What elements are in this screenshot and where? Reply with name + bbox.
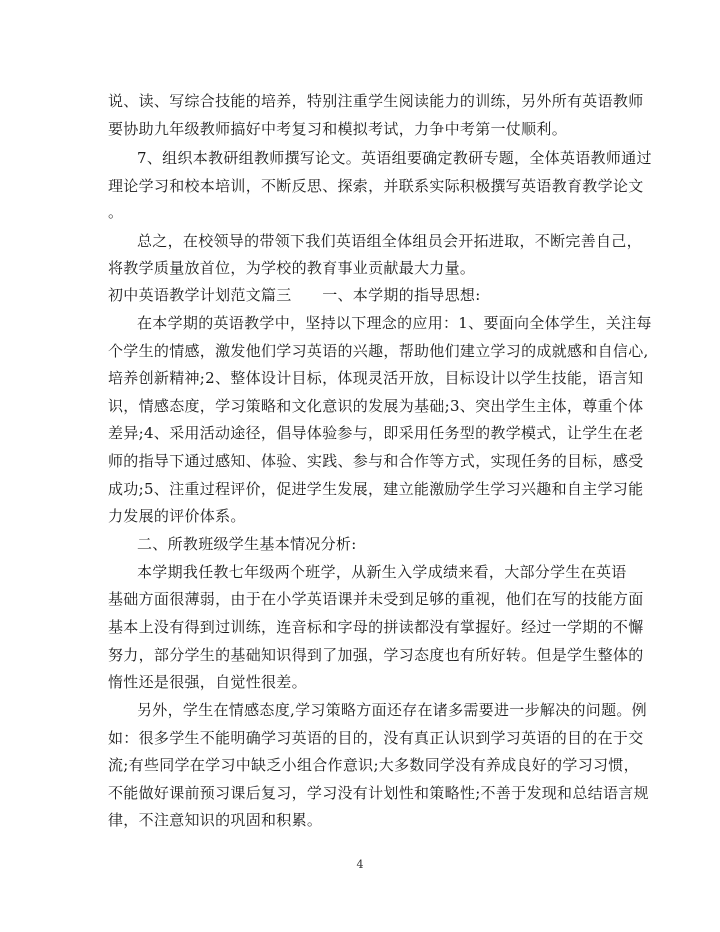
text-line: 如：很多学生不能明确学习英语的目的，没有真正认识到学习英语的目的在于交: [108, 729, 644, 747]
text-line: 培养创新精神;2、整体设计目标，体现灵活开放，目标设计以学生技能，语言知: [108, 369, 644, 387]
text-line: 将教学质量放首位，为学校的教育事业贡献最大力量。: [108, 259, 476, 277]
text-line: 惰性还是很强，自觉性很差。: [108, 673, 307, 691]
text-line: 在本学期的英语教学中，坚持以下理念的应用：1、要面向全体学生，关注每: [137, 314, 652, 332]
text-line: 努力，部分学生的基础知识得到了加强，学习态度也有所好转。但是学生整体的: [108, 646, 644, 664]
text-line: 识，情感态度，学习策略和文化意识的发展为基础;3、突出学生主体，尊重个体: [108, 397, 644, 415]
text-line: 差异;4、采用活动途径，倡导体验参与，即采用任务型的教学模式，让学生在老: [108, 424, 644, 442]
text-line: 律，不注意知识的巩固和积累。: [108, 811, 323, 829]
text-line: 基础方面很薄弱，由于在小学英语课并未受到足够的重视，他们在写的技能方面: [108, 590, 644, 608]
text-line: 总之，在校领导的带领下我们英语组全体组员会开拓进取，不断完善自己，: [137, 232, 642, 250]
text-line: 理论学习和校本培训，不断反思、探索，并联系实际积极撰写英语教育教学论文: [108, 177, 644, 195]
text-line: 说、读、写综合技能的培养，特别注重学生阅读能力的训练，另外所有英语教师: [108, 92, 644, 110]
text-line: 7、组织本教研组教师撰写论文。英语组要确定教研专题，全体英语教师通过: [137, 149, 652, 167]
subsection-heading: 二、所教班级学生基本情况分析:: [137, 535, 357, 553]
text-line: 不能做好课前预习课后复习，学习没有计划性和策略性;不善于发现和总结语言规: [108, 784, 649, 802]
text-line: 流;有些同学在学习中缺乏小组合作意识;大多数同学没有养成良好的学习习惯，: [108, 756, 639, 774]
page-number: 4: [356, 858, 364, 871]
text-line: 基本上没有得到过训练，连音标和字母的拼读都没有掌握好。经过一学期的不懈: [108, 618, 644, 636]
text-line: 。: [108, 203, 124, 221]
text-line: 另外，学生在情感态度,学习策略方面还存在诸多需要进一步解决的问题。例: [137, 701, 647, 719]
section-heading: 初中英语教学计划范文篇三 一、本学期的指导思想:: [108, 286, 481, 304]
text-line: 成功;5、注重过程评价，促进学生发展，建立能激励学生学习兴趣和自主学习能: [108, 480, 644, 498]
text-line: 本学期我任教七年级两个班学，从新生入学成绩来看，大部分学生在英语: [137, 563, 627, 581]
text-line: 师的指导下通过感知、体验、实践、参与和合作等方式，实现任务的目标，感受: [108, 452, 644, 470]
text-line: 要协助九年级教师搞好中考复习和模拟考试，力争中考第一仗顺利。: [108, 120, 568, 138]
text-line: 力发展的评价体系。: [108, 507, 246, 525]
text-line: 个学生的情感，激发他们学习英语的兴趣，帮助他们建立学习的成就感和自信心,: [108, 342, 649, 360]
